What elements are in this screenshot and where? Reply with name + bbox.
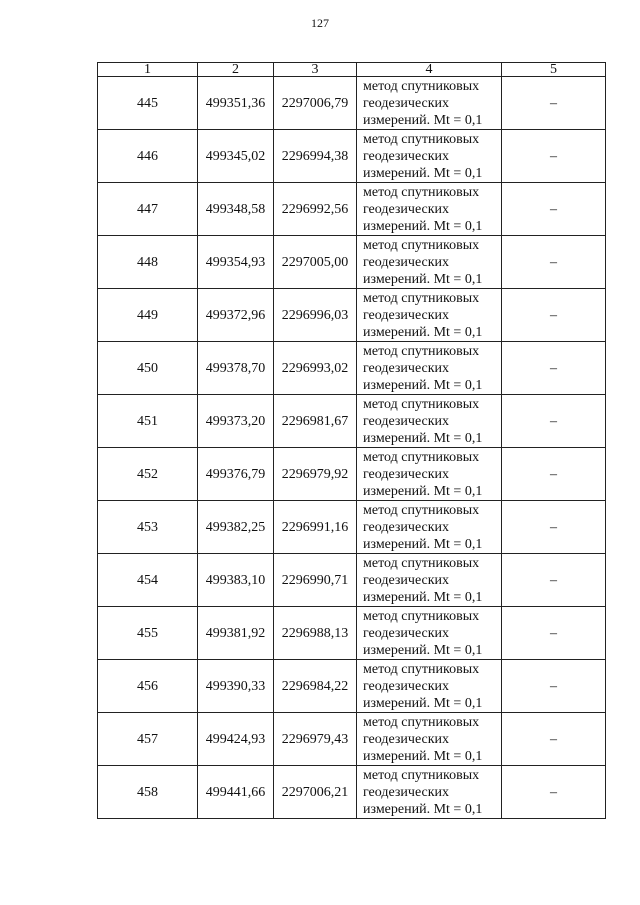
method-line: геодезических [363,413,450,429]
method-line: измерений. Mt = 0,1 [363,589,483,605]
x-coordinate-cell: 499372,96 [198,289,274,342]
point-number-cell: 452 [98,448,198,501]
x-coordinate-cell: 499382,25 [198,501,274,554]
table-row [98,501,606,554]
method-line: метод спутниковых [363,184,480,200]
method-line: измерений. Mt = 0,1 [363,271,483,287]
method-line: измерений. Mt = 0,1 [363,801,483,817]
method-cell [357,660,502,713]
method-line: геодезических [363,307,450,323]
note-cell: – [502,130,606,183]
note-cell: – [502,342,606,395]
point-number-cell: 448 [98,236,198,289]
point-number-cell: 458 [98,766,198,819]
page-number: 127 [311,16,329,30]
method-cell [357,766,502,819]
method-line: геодезических [363,95,450,111]
table-row [98,183,606,236]
table-row [98,660,606,713]
table-body [98,63,606,819]
table-row [98,342,606,395]
method-line: измерений. Mt = 0,1 [363,324,483,340]
method-line: измерений. Mt = 0,1 [363,112,483,128]
y-coordinate-cell: 2296992,56 [274,183,357,236]
method-cell [357,448,502,501]
y-coordinate-cell: 2296979,43 [274,713,357,766]
method-cell [357,77,502,130]
x-coordinate-cell: 499345,02 [198,130,274,183]
x-coordinate-cell: 499351,36 [198,77,274,130]
y-coordinate-cell: 2297005,00 [274,236,357,289]
method-cell [357,289,502,342]
x-coordinate-cell: 499424,93 [198,713,274,766]
table-row [98,77,606,130]
note-cell: – [502,607,606,660]
point-number-cell: 446 [98,130,198,183]
method-line: геодезических [363,201,450,217]
column-header: 3 [274,63,357,77]
method-line: измерений. Mt = 0,1 [363,377,483,393]
note-cell: – [502,448,606,501]
x-coordinate-cell: 499348,58 [198,183,274,236]
y-coordinate-cell: 2297006,79 [274,77,357,130]
method-line: геодезических [363,572,450,588]
column-header: 2 [198,63,274,77]
method-line: метод спутниковых [363,396,480,412]
method-cell [357,501,502,554]
point-number-cell: 453 [98,501,198,554]
note-cell: – [502,766,606,819]
method-line: измерений. Mt = 0,1 [363,483,483,499]
method-line: измерений. Mt = 0,1 [363,748,483,764]
point-number-cell: 445 [98,77,198,130]
column-header: 1 [98,63,198,77]
note-cell: – [502,660,606,713]
x-coordinate-cell: 499378,70 [198,342,274,395]
x-coordinate-cell: 499373,20 [198,395,274,448]
y-coordinate-cell: 2296981,67 [274,395,357,448]
method-line: измерений. Mt = 0,1 [363,642,483,658]
method-line: геодезических [363,360,450,376]
note-cell: – [502,77,606,130]
method-line: геодезических [363,678,450,694]
table-row [98,236,606,289]
point-number-cell: 447 [98,183,198,236]
point-number-cell: 456 [98,660,198,713]
note-cell: – [502,501,606,554]
coordinates-table [97,62,606,819]
method-line: метод спутниковых [363,290,480,306]
note-cell: – [502,236,606,289]
point-number-cell: 449 [98,289,198,342]
method-line: метод спутниковых [363,502,480,518]
note-cell: – [502,713,606,766]
note-cell: – [502,183,606,236]
method-line: геодезических [363,784,450,800]
table-row [98,766,606,819]
table-row [98,713,606,766]
x-coordinate-cell: 499381,92 [198,607,274,660]
method-line: метод спутниковых [363,449,480,465]
method-line: метод спутниковых [363,767,480,783]
y-coordinate-cell: 2296988,13 [274,607,357,660]
method-line: измерений. Mt = 0,1 [363,430,483,446]
method-line: измерений. Mt = 0,1 [363,218,483,234]
method-line: измерений. Mt = 0,1 [363,165,483,181]
method-line: измерений. Mt = 0,1 [363,695,483,711]
y-coordinate-cell: 2297006,21 [274,766,357,819]
y-coordinate-cell: 2296993,02 [274,342,357,395]
method-cell [357,713,502,766]
method-line: метод спутниковых [363,237,480,253]
method-cell [357,236,502,289]
method-cell [357,342,502,395]
x-coordinate-cell: 499383,10 [198,554,274,607]
x-coordinate-cell: 499354,93 [198,236,274,289]
method-line: метод спутниковых [363,131,480,147]
method-line: метод спутниковых [363,608,480,624]
method-line: геодезических [363,625,450,641]
table-row [98,607,606,660]
table-header-row [98,63,606,77]
y-coordinate-cell: 2296990,71 [274,554,357,607]
method-line: метод спутниковых [363,78,480,94]
note-cell: – [502,554,606,607]
method-cell [357,554,502,607]
method-line: геодезических [363,148,450,164]
method-cell [357,395,502,448]
method-cell [357,183,502,236]
point-number-cell: 455 [98,607,198,660]
method-line: метод спутниковых [363,343,480,359]
table-row [98,448,606,501]
method-cell [357,607,502,660]
note-cell: – [502,395,606,448]
method-line: метод спутниковых [363,555,480,571]
y-coordinate-cell: 2296984,22 [274,660,357,713]
point-number-cell: 457 [98,713,198,766]
x-coordinate-cell: 499441,66 [198,766,274,819]
y-coordinate-cell: 2296996,03 [274,289,357,342]
table-row [98,554,606,607]
table-row [98,289,606,342]
column-header: 4 [357,63,502,77]
note-cell: – [502,289,606,342]
y-coordinate-cell: 2296994,38 [274,130,357,183]
column-header: 5 [502,63,606,77]
method-line: геодезических [363,519,450,535]
point-number-cell: 451 [98,395,198,448]
method-cell [357,130,502,183]
table-row [98,130,606,183]
method-line: метод спутниковых [363,661,480,677]
y-coordinate-cell: 2296979,92 [274,448,357,501]
method-line: геодезических [363,254,450,270]
method-line: геодезических [363,731,450,747]
method-line: метод спутниковых [363,714,480,730]
method-line: геодезических [363,466,450,482]
x-coordinate-cell: 499376,79 [198,448,274,501]
x-coordinate-cell: 499390,33 [198,660,274,713]
point-number-cell: 450 [98,342,198,395]
y-coordinate-cell: 2296991,16 [274,501,357,554]
table-row [98,395,606,448]
point-number-cell: 454 [98,554,198,607]
method-line: измерений. Mt = 0,1 [363,536,483,552]
